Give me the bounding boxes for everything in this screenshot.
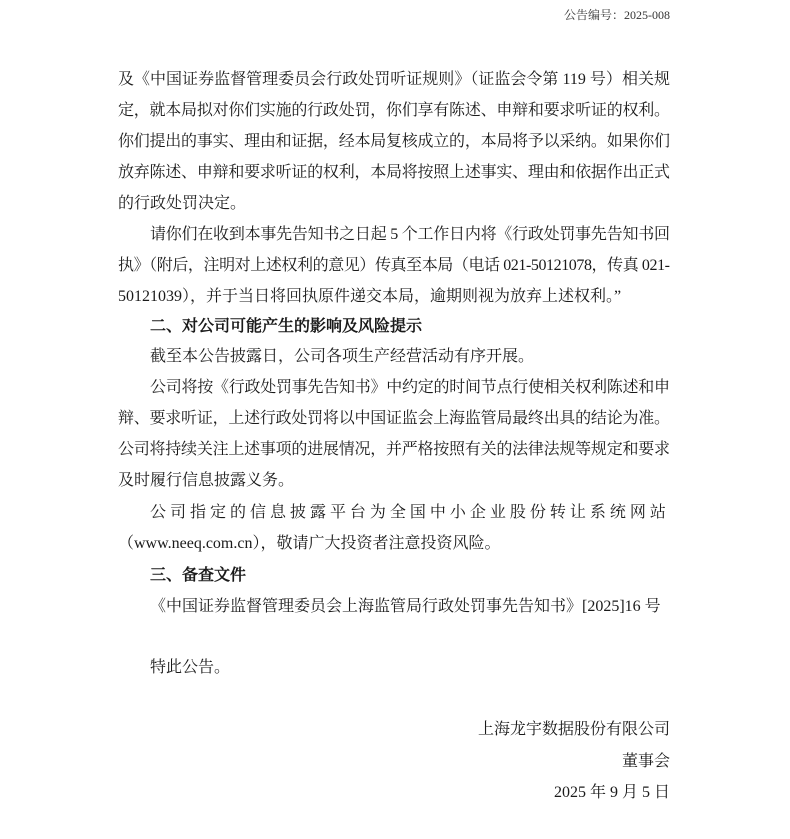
paragraph-line: 放弃陈述、申辩和要求听证的权利，本局将按照上述事实、理由和依据作出正式 [118, 164, 670, 181]
section-heading: 二、对公司可能产生的影响及风险提示 [150, 318, 423, 335]
paragraph-line: 50121039），并于当日将回执原件递交本局，逾期则视为放弃上述权利。” [118, 288, 622, 305]
section-heading: 三、备查文件 [150, 567, 247, 584]
paragraph-line-container [150, 378, 670, 398]
paragraph-line: 请你们在收到本事先告知书之日起 5 个工作日内将《行政处罚事先告知书回 [150, 226, 670, 243]
paragraph-line: 执》（附后，注明对上述权利的意见）传真至本局（电话 021-50121078，传真 021- [118, 257, 670, 274]
closing-line-container [150, 658, 670, 678]
reference-document-container [150, 597, 670, 617]
paragraph-line: 公司将持续关注上述事项的进展情况，并严格按照有关的法律法规等规定和要求 [118, 441, 670, 458]
closing-line: 特此公告。 [150, 659, 231, 676]
paragraph-line-container [118, 534, 670, 554]
paragraph-line: 辩、要求听证，上述行政处罚将以中国证监会上海监管局最终出具的结论为准。 [118, 410, 670, 427]
paragraph-line: （www.neeq.com.cn），敬请广大投资者注意投资风险。 [118, 535, 501, 552]
paragraph-line-container [118, 440, 670, 460]
signature-board: 董事会 [621, 753, 670, 770]
paragraph-line-container [118, 101, 670, 121]
signature-company-container [118, 720, 670, 740]
paragraph-line-container [150, 225, 670, 245]
paragraph-line: 你们提出的事实、理由和证据，经本局复核成立的，本局将予以采纳。如果你们 [118, 133, 670, 150]
paragraph-line-container [118, 256, 670, 276]
paragraph-line: 公司将按《行政处罚事先告知书》中约定的时间节点行使相关权利陈述和申 [150, 379, 670, 396]
paragraph-line: 及时履行信息披露义务。 [118, 472, 295, 489]
paragraph-line-container [118, 132, 670, 152]
signature-company: 上海龙宇数据股份有限公司 [477, 721, 670, 738]
reference-document: 《中国证券监督管理委员会上海监管局行政处罚事先告知书》[2025]16 号 [150, 598, 661, 615]
signature-board-container [118, 752, 670, 772]
paragraph-line-container [150, 503, 670, 523]
paragraph-line-container [118, 287, 670, 307]
paragraph-line-container [150, 347, 670, 367]
paragraph-line-container [118, 471, 670, 491]
paragraph-line-container [118, 194, 670, 214]
announcement-number: 公告编号：2025-008 [564, 8, 670, 22]
section-heading-container [150, 317, 670, 337]
paragraph-line-container [118, 70, 670, 90]
paragraph-line-container [118, 409, 670, 429]
signature-date-container [118, 783, 670, 803]
paragraph-line: 的行政处罚决定。 [118, 195, 247, 212]
paragraph-line: 及《中国证券监督管理委员会行政处罚听证规则》（证监会令第 119 号）相关规 [118, 71, 670, 88]
paragraph-line: 截至本公告披露日，公司各项生产经营活动有序开展。 [150, 348, 535, 365]
signature-date: 2025 年 9 月 5 日 [553, 784, 670, 801]
paragraph-line: 定，就本局拟对你们实施的行政处罚，你们享有陈述、申辩和要求听证的权利。 [118, 102, 670, 119]
paragraph-line: 公司指定的信息披露平台为全国中小企业股份转让系统网站 [150, 504, 670, 521]
paragraph-line-container [118, 163, 670, 183]
section-heading-container [150, 566, 670, 586]
